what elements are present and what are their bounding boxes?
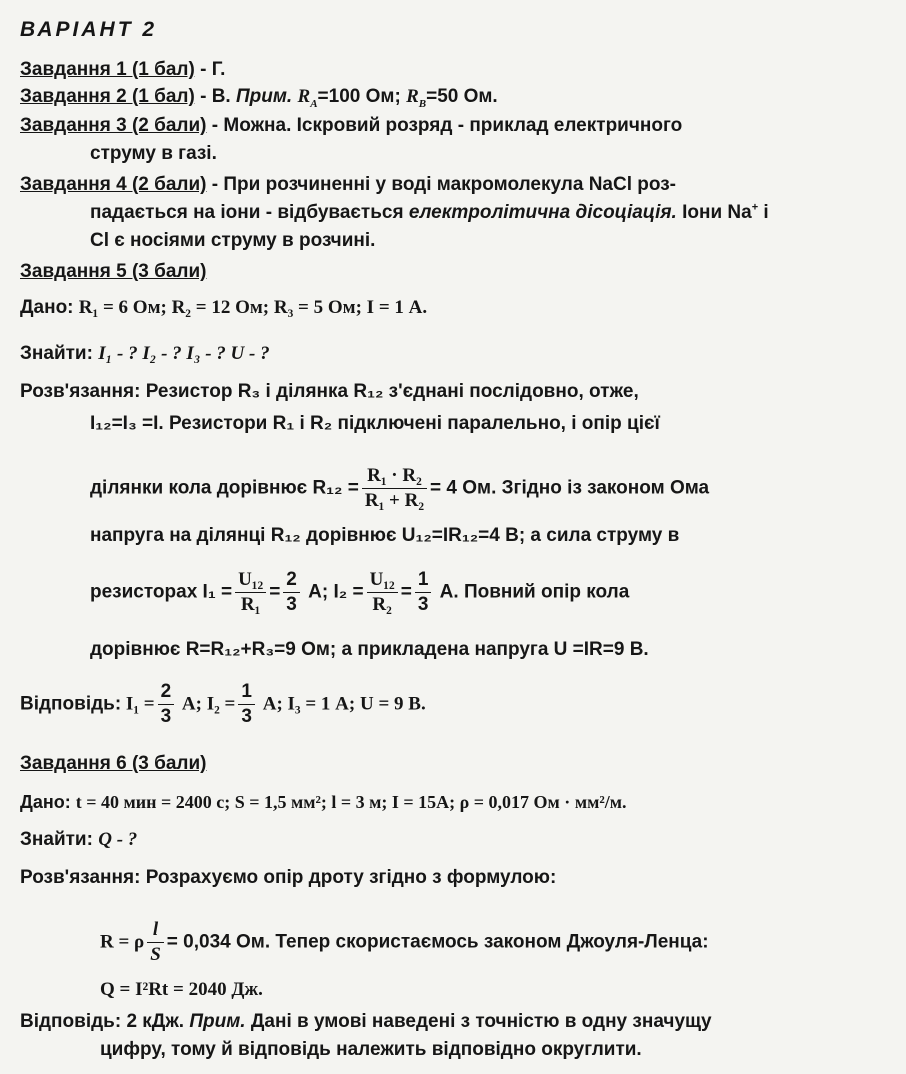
- task6-answer-line1: Відповідь: 2 кДж. Прим. Дані в умові наведені з точністю в одну значущу: [20, 1011, 712, 1032]
- task5-given: Дано: R₁ = 6 Ом; R₂ = 12 Ом; R₃ = 5 Ом; I = 1 А.: [20, 297, 428, 318]
- task4-line1: [20, 173, 676, 197]
- fraction-1-3: $\frac{1}{3}$: [415, 568, 432, 617]
- task2-label: Завдання 2 (1 бал): [20, 86, 195, 107]
- task6-find: Знайти: Q - ?: [20, 829, 138, 850]
- task5-solution-line2: I₁₂=I₃ =I. Резистори R₁ і R₂ підключені паралельно, і опір цієї: [90, 413, 660, 434]
- task5-solution-line6: дорівнює R=R₁₂+R₃=9 Ом; а прикладена напруга U =IR=9 В.: [90, 639, 649, 660]
- variant-title: ВАРІАНТ 2: [20, 18, 158, 41]
- task1-label: Завдання 1 (1 бал): [20, 59, 195, 80]
- task4-text1: - При розчиненні у воді макромолекула NaCl роз-: [206, 174, 677, 195]
- task6-label: Завдання 6 (3 бали): [20, 753, 207, 774]
- task5-label: Завдання 5 (3 бали): [20, 261, 207, 282]
- task1-line: [20, 58, 225, 82]
- task5-solution-line5: резисторах I₁ = $\frac{\text{U₁₂}}{\text{R₁}}$ = $\frac{2}{3}$ А; I₂ = $\frac{\text{U₁₂}}{\text{R₂}}$ = $\frac{1}{3}$ А. Повний опір кола: [90, 569, 630, 615]
- task2-ra: =100 Ом;: [317, 86, 401, 107]
- task2-answer: - В.: [194, 86, 231, 107]
- task2-line: Завдання 2 (1 бал) - В. Прим. $R_A=100$ Ом; $R_B=50$ Ом.: [20, 86, 498, 110]
- task5-solution-line4: напруга на ділянці R₁₂ дорівнює U₁₂=IR₁₂=4 В; а сила струму в: [90, 525, 680, 546]
- fraction-2-3: $\frac{2}{3}$: [283, 568, 300, 617]
- task6-answer-line2: цифру, тому й відповідь належить відповідно округлити.: [100, 1039, 642, 1060]
- task5-answer: Відповідь: I₁ = $\frac{2}{3}$ А; I₂ = $\frac{1}{3}$ А; I₃ = 1 А; U = 9 В.: [20, 681, 426, 727]
- task4-label: Завдання 4 (2 бали): [20, 174, 207, 195]
- task5-solution-line3: ділянки кола дорівнює R₁₂ = $\frac{\text{R₁ · R₂}}{\text{R₁ + R₂}}$ = 4 Ом. Згідно із законом Ома: [90, 465, 710, 511]
- task3-text1: - Можна. Іскровий розряд - приклад електричного: [206, 115, 683, 136]
- fraction-i2: $\frac{\text{U₁₂}}{\text{R₂}}$: [367, 568, 398, 617]
- task4-text3: Cl є носіями струму в розчині.: [90, 230, 376, 251]
- fraction-l-s: $\frac{l}{S}$: [147, 918, 164, 967]
- fraction-i1: $\frac{\text{U₁₂}}{\text{R₁}}$: [235, 568, 266, 617]
- task6-solution-line3: Q = I²Rt = 2040 Дж.: [100, 979, 263, 1000]
- task4-line2: падається на іони - відбувається електролітична дісоціація. Іони Na+ і: [90, 201, 769, 223]
- task3-label: Завдання 3 (2 бали): [20, 115, 207, 136]
- task2-note: Прим.: [236, 86, 293, 107]
- task3-line1: [20, 114, 682, 138]
- task5-find: Знайти: I₁ - ? I₂ - ? I₃ - ? U - ?: [20, 343, 270, 364]
- task6-solution-line1: Розв'язання: Розрахуємо опір дроту згідно з формулою:: [20, 867, 557, 888]
- task1-answer: - Г.: [194, 59, 226, 80]
- task2-rb: =50 Ом.: [426, 86, 498, 107]
- fraction-r12: $\frac{\text{R₁ · R₂}}{\text{R₁ + R₂}}$: [362, 464, 427, 513]
- task6-given: Дано: t = 40 мин = 2400 с; S = 1,5 мм²; l = 3 м; I = 15А; ρ = 0,017 Ом · мм²/м.: [20, 792, 627, 812]
- task5-solution-line1: Розв'язання: Резистор R₃ і ділянка R₁₂ з'єднані послідовно, отже,: [20, 381, 639, 402]
- task6-solution-line2: R = ρ $\frac{l}{S}$ = 0,034 Ом. Тепер скористаємось законом Джоуля-Ленца:: [100, 919, 709, 965]
- task3-text2: струму в газі.: [90, 143, 217, 164]
